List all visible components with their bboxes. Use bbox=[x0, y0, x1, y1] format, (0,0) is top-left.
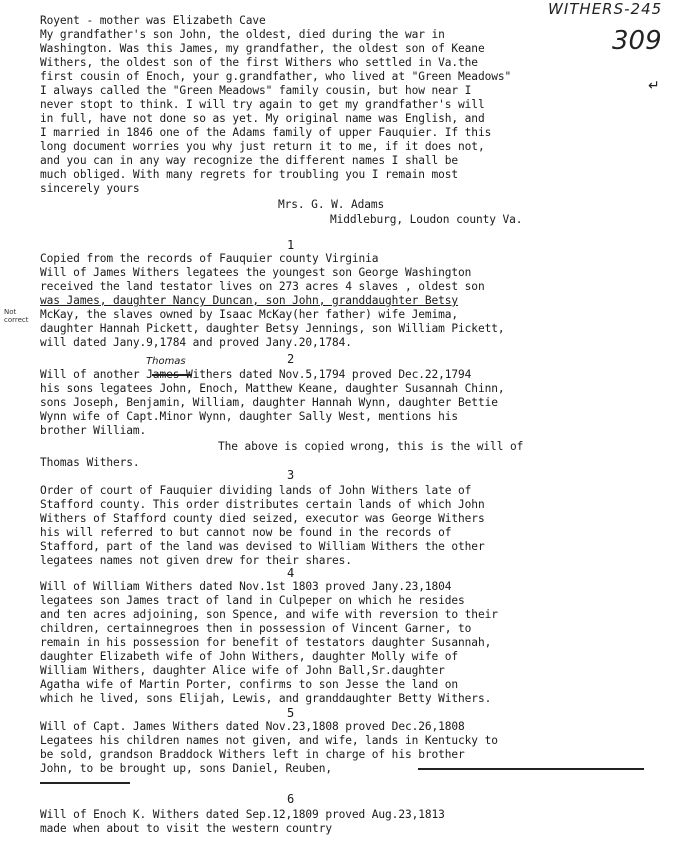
entry-line: daughter Hannah Pickett, daughter Betsy Jennings, son William Pickett, bbox=[40, 322, 505, 335]
letter-line: My grandfather's son John, the oldest, died during the war in bbox=[40, 28, 445, 41]
letter-signature: Mrs. G. W. Adams bbox=[278, 198, 385, 211]
correction-note: Thomas Withers. bbox=[40, 456, 140, 469]
letter-line: Withers, the oldest son of the first Withers who settled in Va.the bbox=[40, 56, 478, 69]
letter-line: never stopt to think. I will try again to get my grandfather's will bbox=[40, 98, 485, 111]
entry-line: McKay, the slaves owned by Isaac McKay(her father) wife Jemima, bbox=[40, 308, 459, 321]
entry-line: remain in his possession for benefit of testators daughter Susannah, bbox=[40, 636, 492, 649]
entry-number: 6 bbox=[287, 792, 295, 806]
handwritten-file-label: WITHERS-245 bbox=[548, 0, 663, 18]
letter-line: first cousin of Enoch, your g.grandfather, who lived at "Green Meadows" bbox=[40, 70, 512, 83]
entry-line: Withers of Stafford county died seized, executor was George Withers bbox=[40, 512, 485, 525]
letter-line: long document worries you why just return it to me, if it does not, bbox=[40, 140, 485, 153]
correction-note: The above is copied wrong, this is the will of bbox=[218, 440, 524, 453]
entry-line: brother William. bbox=[40, 424, 147, 437]
strikeout-mark bbox=[152, 374, 192, 376]
entry-line: children, certainnegroes then in possession of Vincent Garner, to bbox=[40, 622, 472, 635]
entry-line: sons Joseph, Benjamin, William, daughter Hannah Wynn, daughter Bettie bbox=[40, 396, 498, 409]
entry-line: his sons legatees John, Enoch, Matthew Keane, daughter Susannah Chinn, bbox=[40, 382, 505, 395]
letter-line: sincerely yours bbox=[40, 182, 140, 195]
entry-number: 4 bbox=[287, 566, 295, 580]
letter-address: Middleburg, Loudon county Va. bbox=[330, 213, 523, 226]
entry-line: Will of another James Withers dated Nov.5,1794 proved Dec.22,1794 bbox=[40, 368, 472, 381]
entry-number: 3 bbox=[287, 468, 295, 482]
entry-line: Stafford county. This order distributes certain lands of which John bbox=[40, 498, 485, 511]
strikeout-mark bbox=[40, 782, 130, 784]
strikeout-mark bbox=[418, 768, 644, 770]
entry-number: 1 bbox=[287, 238, 295, 252]
letter-line: Washington. Was this James, my grandfather, the oldest son of Keane bbox=[40, 42, 485, 55]
entry-line: Will of James Withers legatees the youngest son George Washington bbox=[40, 266, 472, 279]
entry-line: be sold, grandson Braddock Withers left in charge of his brother bbox=[40, 748, 465, 761]
entry-line: his will referred to but cannot now be found in the records of bbox=[40, 526, 452, 539]
entry-number: 5 bbox=[287, 706, 295, 720]
entry-line: Agatha wife of Martin Porter, confirms to son Jesse the land on bbox=[40, 678, 459, 691]
handwritten-margin-mark: ↵ bbox=[648, 78, 660, 94]
entry-line: John, to be brought up, sons Daniel, Reuben, bbox=[40, 762, 332, 775]
margin-note: Not correct bbox=[4, 308, 29, 324]
entry-line: Stafford, part of the land was devised to William Withers the other bbox=[40, 540, 485, 553]
handwritten-page-number: 309 bbox=[612, 26, 662, 56]
letter-line: Royent - mother was Elizabeth Cave bbox=[40, 14, 266, 27]
entry-line: daughter Elizabeth wife of John Withers, daughter Molly wife of bbox=[40, 650, 459, 663]
entry-line: Will of Capt. James Withers dated Nov.23,1808 proved Dec.26,1808 bbox=[40, 720, 465, 733]
entry-line: William Withers, daughter Alice wife of John Ball,Sr.daughter bbox=[40, 664, 445, 677]
letter-line: much obliged. With many regrets for troubling you I remain most bbox=[40, 168, 459, 181]
entry-line: and ten acres adjoining, son Spence, and wife with reversion to their bbox=[40, 608, 498, 621]
letter-line: and you can in any way recognize the different names I shall be bbox=[40, 154, 459, 167]
entry-line: was James, daughter Nancy Duncan, son John, granddaughter Betsy bbox=[40, 294, 459, 307]
entry-line: Will of Enoch K. Withers dated Sep.12,1809 proved Aug.23,1813 bbox=[40, 808, 445, 821]
entry-line: Copied from the records of Fauquier county Virginia bbox=[40, 252, 379, 265]
entry-line: received the land testator lives on 273 acres 4 slaves , oldest son bbox=[40, 280, 485, 293]
letter-line: I married in 1846 one of the Adams family of upper Fauquier. If this bbox=[40, 126, 492, 139]
letter-line: in full, have not done so as yet. My original name was English, and bbox=[40, 112, 485, 125]
entry-line: will dated Jany.9,1784 and proved Jany.20,1784. bbox=[40, 336, 352, 349]
entry-line: legatees names not given drew for their shares. bbox=[40, 554, 352, 567]
entry-line: Wynn wife of Capt.Minor Wynn, daughter Sally West, mentions his bbox=[40, 410, 459, 423]
entry-line: Order of court of Fauquier dividing lands of John Withers late of bbox=[40, 484, 472, 497]
handwritten-insert: Thomas bbox=[146, 356, 186, 367]
entry-line: Legatees his children names not given, and wife, lands in Kentucky to bbox=[40, 734, 498, 747]
entry-line: legatees son James tract of land in Culpeper on which he resides bbox=[40, 594, 465, 607]
entry-line: which he lived, sons Elijah, Lewis, and granddaughter Betty Withers. bbox=[40, 692, 492, 705]
letter-line: I always called the "Green Meadows" family cousin, but how near I bbox=[40, 84, 472, 97]
entry-line: Will of William Withers dated Nov.1st 1803 proved Jany.23,1804 bbox=[40, 580, 452, 593]
entry-line: made when about to visit the western country bbox=[40, 822, 332, 835]
entry-number: 2 bbox=[287, 352, 295, 366]
